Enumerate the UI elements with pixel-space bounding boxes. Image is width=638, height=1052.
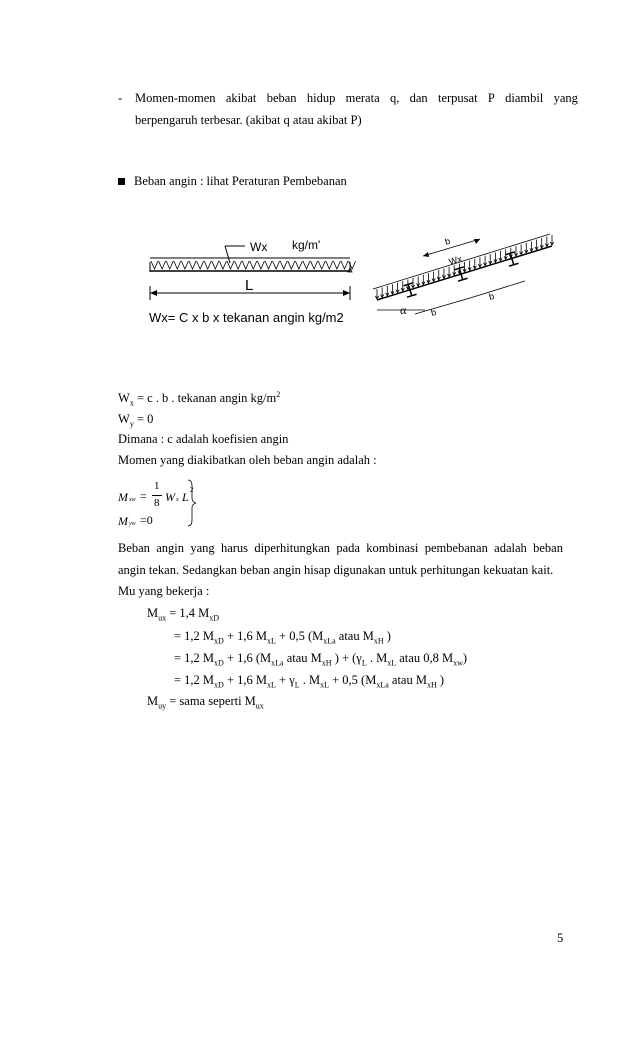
eq-sub: xLa [323, 636, 336, 646]
page-number: 5 [557, 931, 564, 945]
eq-text: atau M [283, 651, 322, 665]
eq-sub: L [294, 680, 300, 690]
roof-wind-load-marks [375, 235, 553, 299]
word: hidup [306, 91, 336, 105]
figure-caption: Wx= C x b x tekanan angin kg/m2 [149, 310, 344, 325]
load-mark [197, 261, 204, 269]
load-mark [318, 261, 325, 269]
wy-equation [118, 412, 153, 427]
square-bullet-icon [118, 178, 125, 185]
bullet1-line2: berpengaruh terbesar. (akibat q atau akibat P) [135, 113, 362, 127]
m-symbol: M [118, 490, 128, 504]
dimana-text: Dimana : c adalah koefisien angin [118, 432, 289, 446]
w-sub: x [176, 497, 179, 503]
eq-sub: xLa [271, 658, 284, 668]
load-mark [311, 261, 318, 269]
eq-symbol: W [118, 412, 130, 426]
m-sub: xw [129, 497, 136, 503]
eq-text: + γ [275, 673, 295, 687]
eq-text: + 0,5 (M [329, 673, 377, 687]
eq-text: M [147, 694, 159, 708]
load-mark [212, 261, 219, 269]
eq-sub: x [129, 398, 134, 408]
mu-line-3 [174, 651, 467, 666]
mu-line-1 [147, 606, 219, 621]
paragraph-line3: Mu yang bekerja : [118, 584, 210, 598]
eq-text: atau M [335, 629, 374, 643]
l-symbol: L [182, 490, 189, 504]
eq-sub: xLa [376, 680, 389, 690]
eq-sub: xH [373, 636, 384, 646]
load-mark [189, 261, 196, 269]
mu-line-2 [174, 629, 391, 644]
load-mark [333, 261, 340, 269]
eq-sup: 2 [276, 389, 281, 399]
roof-b-right: b [487, 290, 496, 302]
mu-line-5 [147, 694, 264, 709]
load-mark [250, 261, 257, 269]
eq-text: = c . b . tekanan angin kg/m [133, 391, 277, 405]
load-mark [341, 261, 348, 269]
roof-diagram [373, 234, 554, 318]
eq-text: ) [462, 651, 468, 665]
load-mark [242, 261, 249, 269]
eq-text: = 1,2 M [174, 629, 215, 643]
word: beban [266, 91, 297, 105]
eq-sub: xH [321, 658, 332, 668]
load-mark [303, 261, 310, 269]
eq-text: . M [299, 673, 321, 687]
word: terpusat [437, 91, 478, 105]
eq-text: atau M [388, 673, 427, 687]
load-mark [174, 261, 181, 269]
load-mark [204, 261, 211, 269]
eq-sub: xw [453, 658, 463, 668]
eq-text: + 1,6 M [223, 629, 267, 643]
word: merata [345, 91, 380, 105]
fraction-den: 8 [154, 497, 160, 509]
eq-text: = 1,2 M [174, 651, 215, 665]
load-mark [288, 261, 295, 269]
load-mark [181, 261, 188, 269]
load-mark [273, 261, 280, 269]
l-sup: 2 [190, 486, 194, 494]
word: akibat [225, 91, 257, 105]
eq-text: + 1,6 (M [223, 651, 272, 665]
eq-sub: xH [426, 680, 437, 690]
fraction-num: 1 [154, 480, 160, 492]
eq-sub: y [129, 419, 134, 429]
word: diperhitungkan [254, 541, 331, 555]
eq-text: = 0 [133, 412, 154, 426]
momen-intro: Momen yang diakibatkan oleh beban angin adalah : [118, 453, 377, 467]
eq-sub: xL [387, 658, 397, 668]
roof-angle: α [400, 303, 407, 317]
eq-sub: xD [209, 613, 220, 623]
uniform-load-marks [151, 261, 356, 269]
load-mark [219, 261, 226, 269]
word: kombinasi [366, 541, 419, 555]
eq-sub: xD [214, 636, 224, 646]
load-mark [227, 261, 234, 269]
unit-label: kg/m' [292, 238, 321, 252]
right-brace-icon [186, 478, 198, 528]
m-sub: yw [129, 521, 136, 527]
eq-text: ) + (γ [331, 651, 362, 665]
word: yang [190, 541, 215, 555]
eq-text: ) [436, 673, 445, 687]
load-mark [265, 261, 272, 269]
roof-b-bottom: b [429, 306, 438, 318]
purlin-icon [454, 267, 467, 281]
eq-sub: L [361, 658, 367, 668]
eq-sub: ux [255, 701, 264, 711]
bullet1-line1 [135, 91, 578, 106]
word: adalah [494, 541, 527, 555]
eq-text: atau 0,8 M [396, 651, 454, 665]
eq-text: = 1,2 M [174, 673, 215, 687]
word: dan [409, 91, 428, 105]
load-mark [326, 261, 333, 269]
eq-symbol: W [118, 391, 130, 405]
word: angin [156, 541, 185, 555]
beam-diagram [149, 238, 356, 325]
word: pembebanan [424, 541, 488, 555]
roof-b-top: b [443, 235, 452, 247]
word: P [487, 91, 495, 105]
eq-text: M [147, 606, 159, 620]
fraction-bar [152, 495, 162, 496]
eq-text: + 0,5 (M [275, 629, 324, 643]
eq-text: ) [383, 629, 391, 643]
bullet2-text: Beban angin : lihat Peraturan Pembebanan [134, 174, 347, 188]
word: diambil [505, 91, 544, 105]
mu-line-4 [174, 673, 444, 688]
word: harus [220, 541, 249, 555]
roof-wx: Wx [447, 253, 464, 267]
wx-equation [118, 391, 280, 406]
eq-text: . M [366, 651, 388, 665]
word: q, [389, 91, 400, 105]
eq-sub: xL [320, 680, 329, 690]
wind-load-figure [0, 228, 638, 358]
load-mark [159, 261, 166, 269]
word: yang [553, 91, 578, 105]
word: Momen-momen [135, 91, 216, 105]
bullet-dash: - [118, 91, 123, 105]
eq-sub: xL [267, 636, 276, 646]
eq-sub: xD [214, 680, 224, 690]
paragraph-line1 [118, 541, 563, 556]
eq-text: + 1,6 M [223, 673, 267, 687]
load-mark [151, 261, 158, 269]
eq-sub: ux [158, 613, 167, 623]
word: Beban [118, 541, 150, 555]
eq-text: = 1,4 M [166, 606, 210, 620]
m-symbol: M [118, 514, 128, 528]
w-symbol: W [165, 490, 175, 504]
eq-sub: xD [214, 658, 224, 668]
load-mark [235, 261, 242, 269]
paragraph-line2: angin tekan. Sedangkan beban angin hisap digunakan untuk perhitungan kekuatan kait. [118, 563, 554, 577]
eq-sub: xL [267, 680, 276, 690]
load-mark [295, 261, 302, 269]
word: pada [336, 541, 360, 555]
load-mark [280, 261, 287, 269]
word: beban [533, 541, 563, 555]
load-mark [166, 261, 173, 269]
eq-sub: uy [158, 701, 167, 711]
eq-sign: = [140, 489, 147, 503]
load-mark [257, 261, 264, 269]
span-label: L [245, 277, 254, 294]
wx-label: Wx [250, 240, 268, 254]
eq-text: =0 [140, 513, 153, 527]
eq-text: = sama seperti M [166, 694, 256, 708]
